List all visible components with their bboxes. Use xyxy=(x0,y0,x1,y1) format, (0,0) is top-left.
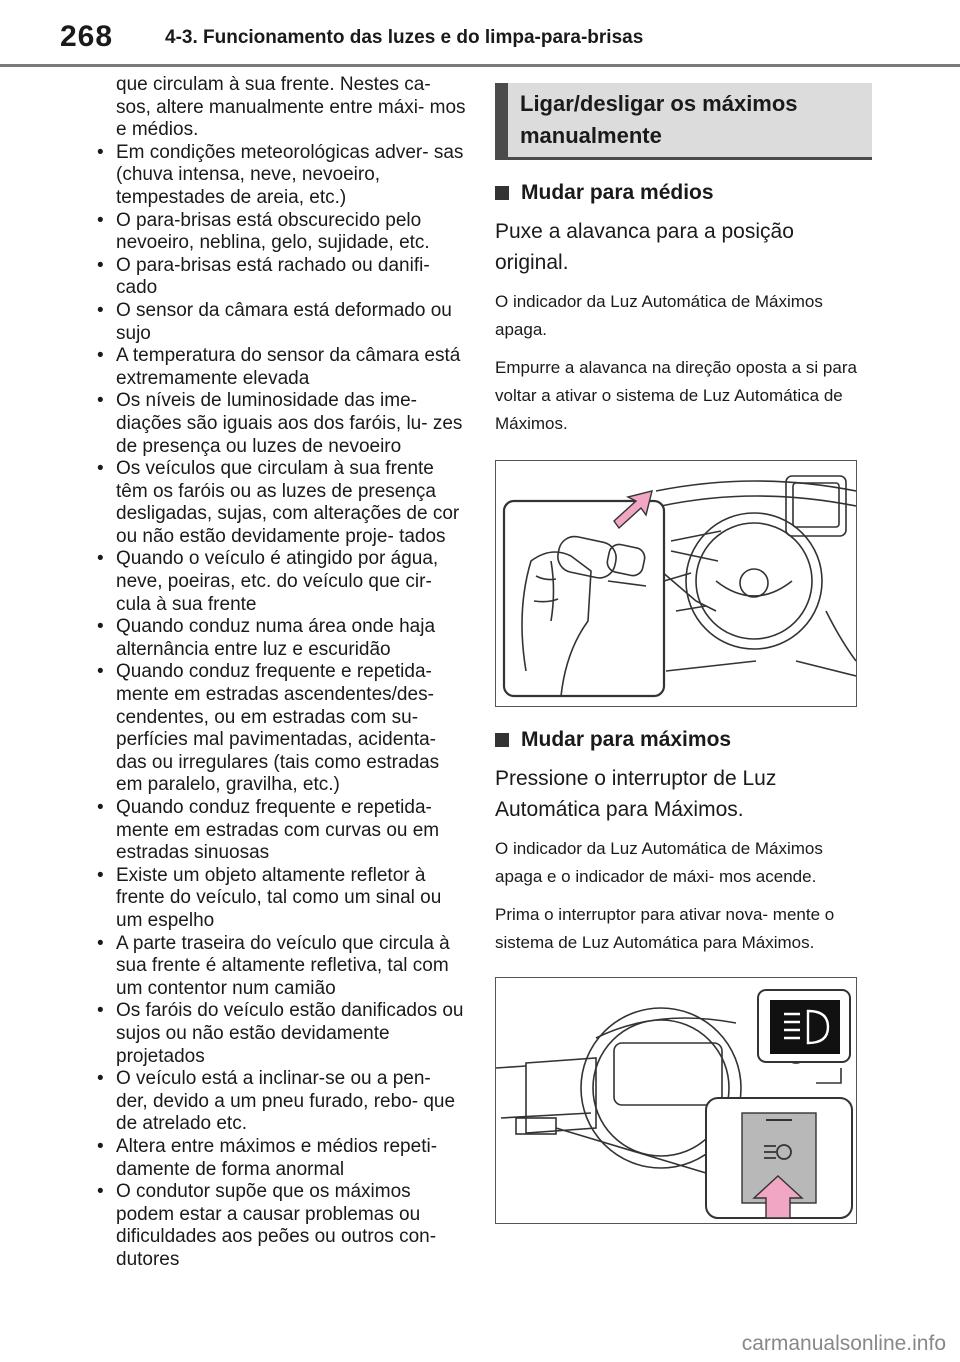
subheading-low-beam xyxy=(495,180,867,206)
subheading-label: Mudar para médios xyxy=(521,181,714,204)
subheading-high-beam xyxy=(495,727,867,753)
conditions-list xyxy=(94,142,466,1272)
header-divider xyxy=(0,64,960,67)
note-text: O indicador da Luz Automática de Máximos apaga e o indicador de máxi- mos acende. xyxy=(495,839,823,886)
left-column xyxy=(94,74,466,1271)
list-item: • Quando conduz frequente e repetida- mente em estradas com curvas ou em estradas sinuosas xyxy=(94,797,466,865)
square-bullet-icon xyxy=(495,186,509,200)
section-title: 4-3. Funcionamento das luzes e do limpa-para-brisas xyxy=(165,27,644,48)
instruction-text: Pressione o interruptor de Luz Automática para Máximos. xyxy=(495,767,777,821)
section-heading: Ligar/desligar os máximos manualmente xyxy=(495,83,872,160)
list-item: • Os veículos que circulam à sua frente têm os faróis ou as luzes de presença desligadas, sujas, com alterações de cor ou não estão devidamente proje- tados xyxy=(94,458,466,548)
list-item: • O para-brisas está rachado ou danifi- cado xyxy=(94,255,466,300)
dashboard-lever-drawing xyxy=(496,461,856,706)
list-item: • O para-brisas está obscurecido pelo nevoeiro, neblina, gelo, sujidade, etc. xyxy=(94,210,466,255)
list-item: • A temperatura do sensor da câmara está extremamente elevada xyxy=(94,345,466,390)
list-item: • Existe um objeto altamente refletor à frente do veículo, tal como um sinal ou um espelho xyxy=(94,865,466,933)
switch-illustration xyxy=(495,977,857,1224)
instruction-text: Puxe a alavanca para a posição original. xyxy=(495,220,794,274)
watermark-text: carmanualsonline.info xyxy=(741,1332,946,1355)
note-text: Empurre a alavanca na direção oposta a si para voltar a ativar o sistema de Luz Automática de Máximos. xyxy=(495,358,857,433)
subheading-label: Mudar para máximos xyxy=(521,728,732,751)
lead-paragraph: que circulam à sua frente. Nestes ca- sos, altere manualmente entre máxi- mos e médios. xyxy=(116,74,466,141)
list-item: • Em condições meteorológicas adver- sas (chuva intensa, neve, nevoeiro, tempestades de areia, etc.) xyxy=(94,142,466,210)
list-item: • Os níveis de luminosidade das ime- diações são iguais aos dos faróis, lu- zes de presença ou luzes de nevoeiro xyxy=(94,390,466,458)
list-item: • O condutor supõe que os máximos podem estar a causar problemas ou dificuldades aos peões ou outros con- dutores xyxy=(94,1181,466,1271)
list-item: • O sensor da câmara está deformado ou sujo xyxy=(94,300,466,345)
list-item: • Altera entre máximos e médios repeti- damente de forma anormal xyxy=(94,1136,466,1181)
page-number: 268 xyxy=(60,20,114,53)
note-text: Prima o interruptor para ativar nova- mente o sistema de Luz Automática para Máximos. xyxy=(495,905,835,952)
square-bullet-icon xyxy=(495,733,509,747)
list-item: • Quando o veículo é atingido por água, neve, poeiras, etc. do veículo que cir- cula à sua frente xyxy=(94,548,466,616)
list-item: • O veículo está a inclinar-se ou a pen- der, devido a um pneu furado, rebo- que de atrelado etc. xyxy=(94,1068,466,1136)
right-column xyxy=(495,83,867,1224)
list-item: • Os faróis do veículo estão danificados ou sujos ou não estão devidamente projetados xyxy=(94,1000,466,1068)
list-item: • Quando conduz frequente e repetida- mente em estradas ascendentes/des- cendentes, ou em estradas com su- perfícies mal pavimentadas, acidenta- das ou irregulares (tais como estradas em paralelo, gravilha, etc.) xyxy=(94,661,466,797)
list-item: • Quando conduz numa área onde haja alternância entre luz e escuridão xyxy=(94,616,466,661)
list-item: • A parte traseira do veículo que circula à sua frente é altamente refletiva, tal com um contentor num camião xyxy=(94,933,466,1001)
auto-high-beam-switch-drawing xyxy=(496,978,856,1223)
lever-illustration xyxy=(495,460,857,707)
note-text: O indicador da Luz Automática de Máximos apaga. xyxy=(495,292,823,339)
